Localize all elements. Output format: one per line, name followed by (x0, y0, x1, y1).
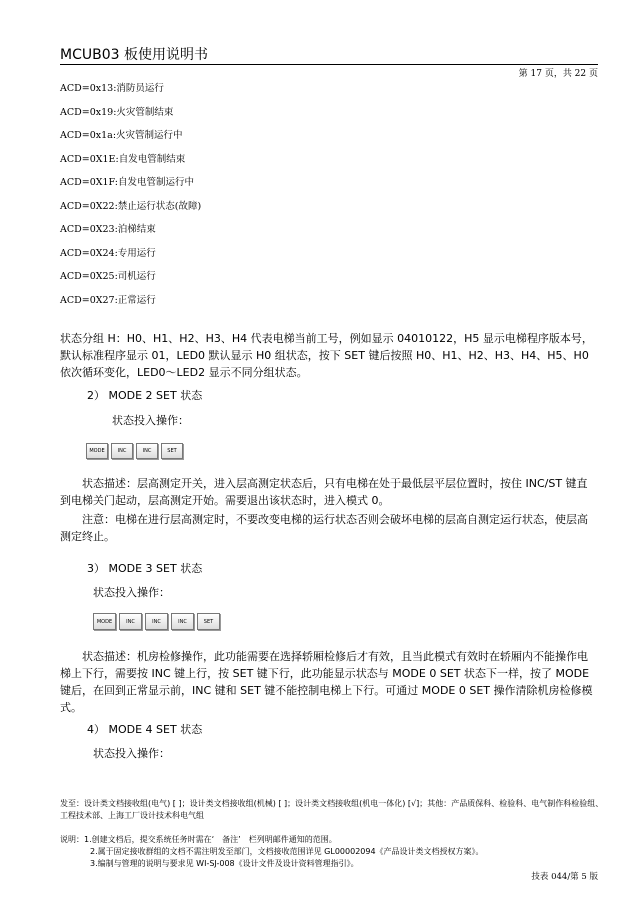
mode2-note: 注意：电梯在进行层高测定时，不要改变电梯的运行状态否则会破坏电梯的层高自测定运行状态，使层高测定终止。 (60, 513, 588, 543)
acd-line: ACD=0x1a:火灾管制运行中 (60, 130, 183, 141)
page-title: MCUB03 板使用说明书 (60, 47, 208, 63)
status-group-paragraph: 状态分组 H：H0、H1、H2、H3、H4 代表电梯当前工号，例如显示 04010122，H5 显示电梯程序版本号，默认标准程序显示 01，LED0 默认显示 H0 组状态，按下 SET 键后按照 H0、H1、H2、H3、H4、H5、H0 依次循环变化，LED0～LED2 显示不同分组状态。 (60, 332, 593, 379)
mode-key: MODE (86, 443, 108, 459)
remark-line: 3.编制与管理的说明与要求见 WI-SJ-008《设计文件及设计资料管理指引》。 (90, 859, 359, 868)
remark-line: 说明：1.创建文档后，提交系统任务时需在‘ 备注’ 栏列明邮件通知的范围。 (60, 835, 337, 844)
mode3-key-sequence (93, 613, 220, 630)
acd-list (60, 80, 201, 315)
inc-key: INC (145, 613, 168, 630)
acd-line: ACD=0X24:专用运行 (60, 247, 156, 259)
acd-line: ACD=0x19:火灾管制结束 (60, 106, 174, 118)
remarks-block (60, 834, 608, 870)
inc-key: INC (119, 613, 142, 630)
mode3-heading: 3） MODE 3 SET 状态 (87, 562, 203, 575)
mode2-description: 状态描述：层高测定开关，进入层高测定状态后，只有电梯在处于最低层平层位置时，按住 INC/ST 键直到电梯关门起动，层高测定开始。需要退出该状态时，进入模式 0。 (60, 477, 588, 507)
acd-line: ACD=0x13:消防员运行 (60, 83, 164, 94)
inc-key: INC (171, 613, 194, 630)
remark-line: 2.属于固定接收群组的文档不需注明发至部门，文档接收范围详见 GL00002094《产品设计类文档授权方案》。 (90, 847, 484, 856)
acd-line: ACD=0X1F:自发电管制运行中 (60, 177, 195, 188)
page-number: 第 17 页，共 22 页 (518, 69, 598, 79)
form-number: 技表 044/第 5 版 (531, 872, 598, 882)
acd-line: ACD=0X25:司机运行 (60, 271, 156, 282)
mode4-op-label: 状态投入操作： (93, 747, 170, 760)
mode-key: MODE (93, 613, 116, 630)
acd-line: ACD=0X27:正常运行 (60, 294, 156, 306)
mode2-heading: 2） MODE 2 SET 状态 (87, 389, 203, 402)
mode3-op-label: 状态投入操作： (93, 586, 170, 599)
acd-line: ACD=0X23:泊梯结束 (60, 224, 156, 235)
mode3-description: 状态描述：机房检修操作，此功能需要在选择轿厢检修后才有效，且当此模式有效时在轿厢内不能操作电梯上下行，需要按 INC 键上行，按 SET 键下行，此功能显示状态与 MODE 0 SET 状态下一样，按了 MODE 键后，在回到正常显示前，INC 键和 SET 键不能控制电梯上下行。可通过 MODE 0 SET 操作清除机房检修模式。 (60, 650, 593, 714)
acd-line: ACD=0X1E:自发电管制结束 (60, 153, 186, 165)
mode2-key-sequence (86, 443, 183, 459)
mode2-op-label: 状态投入操作： (112, 414, 189, 427)
header-rule (60, 64, 598, 65)
set-key: SET (161, 443, 183, 459)
acd-line: ACD=0X22:禁止运行状态(故障) (60, 200, 202, 212)
set-key: SET (197, 613, 220, 630)
inc-key: INC (111, 443, 133, 459)
inc-key: INC (136, 443, 158, 459)
distribution-note: 发至：设计类文档接收组(电气) [ ]；设计类文档接收组(机械) [ ]；设计类文档接收组(机电一体化) [√]；其他：产品质保科、检验科、电气制作科检验组、工程技术部、上海工厂设计技术科电气组 (60, 799, 604, 820)
mode4-heading: 4） MODE 4 SET 状态 (87, 723, 203, 736)
